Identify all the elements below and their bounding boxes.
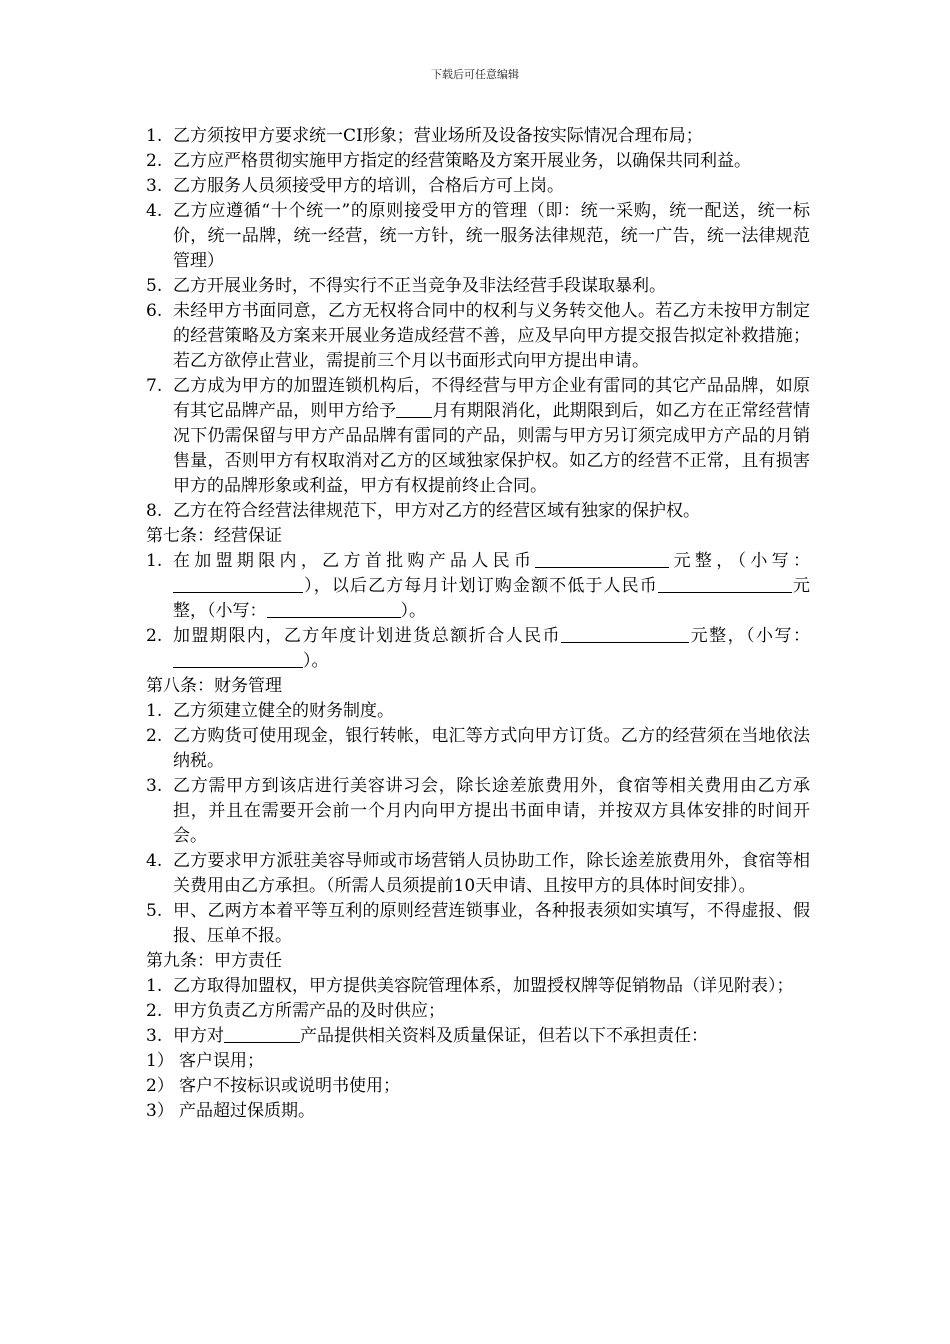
list-item <box>146 549 810 624</box>
list-item <box>146 774 810 849</box>
item-text: 乙方应严格贯彻实施甲方指定的经营策略及方案开展业务，以确保共同利益。 <box>173 151 751 171</box>
item-number: 1. <box>146 976 163 996</box>
item-text: 甲方负责乙方所需产品的及时供应； <box>173 1001 445 1021</box>
list-item <box>146 124 810 149</box>
fill-blank <box>173 650 303 668</box>
item-text-part: 月有期限消化，此期限到后，如乙方在正常经营情况下仍需保留与甲方产品品牌有雷同的产品，则需与甲方另订须完成甲方产品的月销售量，否则甲方有权取消对乙方的区域独家保护权。如乙方的经营不正常，且有损害甲方的品牌形象或利益，甲方有权提前终止合同。 <box>173 401 811 496</box>
item-text <box>173 624 810 674</box>
item-text: 甲、乙两方本着平等互利的原则经营连锁事业，各种报表须如实填写，不得虚报、假报、压单不报。 <box>173 901 810 946</box>
list-item <box>146 199 810 274</box>
item-number: 7. <box>146 376 163 396</box>
item-text: 乙方取得加盟权，甲方提供美容院管理体系，加盟授权牌等促销物品（详见附表）； <box>173 976 794 996</box>
fill-blank <box>658 575 792 593</box>
sub-list-item <box>146 1099 810 1124</box>
item-number: 3. <box>146 176 163 196</box>
list-item <box>146 1024 810 1049</box>
list-item <box>146 724 810 774</box>
item-number: 2. <box>146 151 163 171</box>
item-text: 乙方应遵循“十个统一”的原则接受甲方的管理（即：统一采购，统一配送，统一标价，统一品牌，统一经营，统一方针，统一服务法律规范，统一广告，统一法律规范管理） <box>173 201 810 271</box>
item-text-part: 乙方成为甲方的加盟连锁机构后，不得经营与甲方企业有雷同的其它产品品牌，如原有其它品牌产品，则甲方给予 <box>173 376 810 421</box>
list-item <box>146 274 810 299</box>
list-item <box>146 374 810 499</box>
item-text: 乙方须建立健全的财务制度。 <box>173 701 394 721</box>
fill-blank <box>224 1025 300 1043</box>
section-heading: 第九条：甲方责任 <box>146 951 282 971</box>
item-text: 乙方须按甲方要求统一CI形象；营业场所及设备按实际情况合理布局； <box>173 126 703 146</box>
fill-blank <box>173 575 303 593</box>
item-text: 乙方在符合经营法律规范下，甲方对乙方的经营区域有独家的保护权。 <box>173 501 700 521</box>
section-heading: 第七条：经营保证 <box>146 526 282 546</box>
list-item <box>146 699 810 724</box>
list-item <box>146 999 810 1024</box>
item-number: 4. <box>146 851 163 871</box>
fill-blank <box>535 550 669 568</box>
item-number: 1） <box>146 1051 174 1071</box>
list-item <box>146 899 810 949</box>
item-text-part: 产品提供相关资料及质量保证，但若以下不承担责任： <box>300 1026 708 1046</box>
item-text-part: 在加盟期限内，乙方首批购产品人民币 <box>173 551 536 571</box>
item-text-part: ），以后乙方每月计划订购金额不低于人民币 <box>303 576 658 596</box>
item-text-part: 元整，（小写： <box>689 626 810 646</box>
sub-list-item <box>146 1074 810 1099</box>
item-number: 5. <box>146 901 163 921</box>
item-text: 乙方服务人员须接受甲方的培训，合格后方可上岗。 <box>173 176 564 196</box>
item-text <box>173 374 810 499</box>
list-item <box>146 499 810 524</box>
sub-list-item <box>146 1049 810 1074</box>
section-heading: 第八条：财务管理 <box>146 676 282 696</box>
item-number: 2） <box>146 1076 174 1096</box>
item-number: 2. <box>146 626 163 646</box>
item-number: 5. <box>146 276 163 296</box>
item-number: 4. <box>146 201 163 221</box>
item-number: 3. <box>146 1026 163 1046</box>
list-item <box>146 174 810 199</box>
header-note: 下载后可任意编辑 <box>431 68 519 81</box>
item-text: 乙方要求甲方派驻美容导师或市场营销人员协助工作，除长途差旅费用外，食宿等相关费用由乙方承担。（所需人员须提前10天申请、且按甲方的具体时间安排）。 <box>173 851 810 896</box>
item-text-part: ）。 <box>400 601 426 621</box>
list-item <box>146 849 810 899</box>
item-text: 产品超过保质期。 <box>179 1101 315 1121</box>
list-item <box>146 299 810 374</box>
item-text: 乙方购货可使用现金，银行转帐，电汇等方式向甲方订货。乙方的经营须在当地依法纳税。 <box>173 726 810 771</box>
item-text-part: 元整，（小写： <box>173 576 811 621</box>
item-number: 8. <box>146 501 163 521</box>
item-number: 1. <box>146 126 163 146</box>
item-text-part: 甲方对 <box>173 1026 224 1046</box>
document-body <box>146 124 810 1124</box>
list-item <box>146 624 810 674</box>
list-item <box>146 149 810 174</box>
item-text-part: 加盟期限内，乙方年度计划进货总额折合人民币 <box>173 626 562 646</box>
fill-blank <box>396 400 432 418</box>
item-text-part: ）。 <box>303 651 329 671</box>
item-number: 3. <box>146 776 163 796</box>
item-number: 2. <box>146 1001 163 1021</box>
item-text <box>173 1024 810 1049</box>
item-text <box>173 549 810 624</box>
item-text-part: 元整，（小写： <box>669 551 810 571</box>
item-number: 2. <box>146 726 163 746</box>
item-text: 乙方开展业务时，不得实行不正当竞争及非法经营手段谋取暴利。 <box>173 276 666 296</box>
item-number: 1. <box>146 551 163 571</box>
item-text: 客户不按标识或说明书使用； <box>179 1076 400 1096</box>
item-text: 客户误用； <box>179 1051 264 1071</box>
item-number: 1. <box>146 701 163 721</box>
fill-blank <box>267 600 401 618</box>
list-item <box>146 974 810 999</box>
fill-blank <box>561 625 689 643</box>
item-number: 6. <box>146 301 163 321</box>
item-text: 乙方需甲方到该店进行美容讲习会，除长途差旅费用外，食宿等相关费用由乙方承担，并且在需要开会前一个月内向甲方提出书面申请，并按双方具体安排的时间开会。 <box>173 776 810 846</box>
item-number: 3） <box>146 1101 174 1121</box>
item-text: 未经甲方书面同意，乙方无权将合同中的权利与义务转交他人。若乙方未按甲方制定的经营策略及方案来开展业务造成经营不善，应及早向甲方提交报告拟定补救措施；若乙方欲停止营业，需提前三个月以书面形式向甲方提出申请。 <box>173 301 810 371</box>
